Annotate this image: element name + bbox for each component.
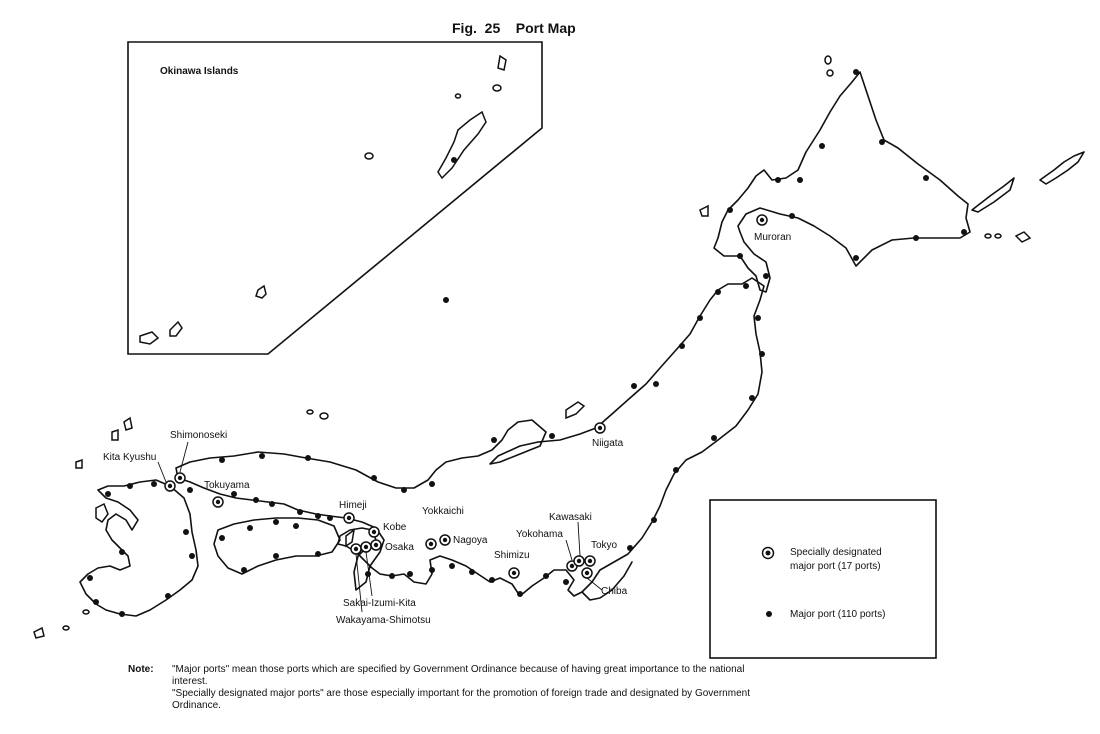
port-label-muroran: Muroran xyxy=(754,232,792,243)
note-line-1: "Major ports" mean those ports which are specified by Government Ordinance because of having great importance to the national xyxy=(172,664,745,675)
port-marker-tokyo xyxy=(585,556,595,566)
honshu-coast xyxy=(176,278,764,596)
note-body xyxy=(172,664,872,712)
port-marker-chiba xyxy=(582,568,592,578)
legend xyxy=(710,500,936,658)
port-label-yokohama: Yokohama xyxy=(516,529,563,540)
port-label-chiba: Chiba xyxy=(601,586,628,597)
port-label-tokuyama: Tokuyama xyxy=(204,480,250,491)
okinawa-inset-frame xyxy=(128,42,542,354)
port-marker-kobe xyxy=(369,527,379,537)
port-marker-shimizu xyxy=(509,568,519,578)
port-label-osaka: Osaka xyxy=(385,542,414,553)
port-label-kita-kyushu: Kita Kyushu xyxy=(103,452,157,463)
port-marker-osaka xyxy=(371,540,381,550)
port-marker-nagoya xyxy=(440,535,450,545)
kyushu-coast xyxy=(80,480,198,616)
okinawa-islands xyxy=(140,56,506,344)
map-title: Fig. 25 Port Map xyxy=(452,20,576,36)
port-labels xyxy=(103,232,791,626)
port-label-kawasaki: Kawasaki xyxy=(549,512,592,523)
port-label-wakayama-shimotsu: Wakayama-Shimotsu xyxy=(336,615,431,626)
note-line-3: "Specially designated major ports" are those especially important for the promotion of foreign trade and designated by Government xyxy=(172,688,750,699)
port-marker-tokuyama xyxy=(213,497,223,507)
port-marker-shimonoseki xyxy=(175,473,185,483)
port-label-sakai-izumi-kita: Sakai-Izumi-Kita xyxy=(343,598,416,609)
port-marker-wakayama-shimotsu xyxy=(351,544,361,554)
note-heading: Note: xyxy=(128,664,154,675)
special-port-markers xyxy=(165,215,767,578)
shikoku-coast xyxy=(214,518,340,574)
port-label-nagoya: Nagoya xyxy=(453,535,488,546)
port-label-shimonoseki: Shimonoseki xyxy=(170,430,228,441)
port-label-yokkaichi: Yokkaichi xyxy=(422,506,464,517)
port-label-kobe: Kobe xyxy=(383,522,407,533)
port-marker-yokkaichi xyxy=(426,539,436,549)
legend-frame xyxy=(710,500,936,658)
legend-special-label-2: major port (17 ports) xyxy=(790,561,881,572)
okinawa-inset-label: Okinawa Islands xyxy=(160,66,239,77)
port-marker-kawasaki xyxy=(574,556,584,566)
legend-major-symbol xyxy=(766,611,772,617)
port-label-himeji: Himeji xyxy=(339,500,367,511)
note-line-2: interest. xyxy=(172,676,208,687)
port-marker-niigata xyxy=(595,423,605,433)
hokkaido-coast xyxy=(714,72,970,292)
port-marker-kita-kyushu xyxy=(165,481,175,491)
port-marker-muroran xyxy=(757,215,767,225)
port-marker-himeji xyxy=(344,513,354,523)
port-label-shimizu: Shimizu xyxy=(494,550,530,561)
legend-special-symbol xyxy=(763,548,774,559)
port-marker-sakai-izumi-kita xyxy=(361,542,371,552)
note-line-4: Ordinance. xyxy=(172,700,221,711)
port-label-tokyo: Tokyo xyxy=(591,540,618,551)
legend-special-label-1: Specially designated xyxy=(790,547,882,558)
legend-major-label: Major port (110 ports) xyxy=(790,609,886,620)
port-label-niigata: Niigata xyxy=(592,438,624,449)
kuril-islands xyxy=(972,152,1084,212)
